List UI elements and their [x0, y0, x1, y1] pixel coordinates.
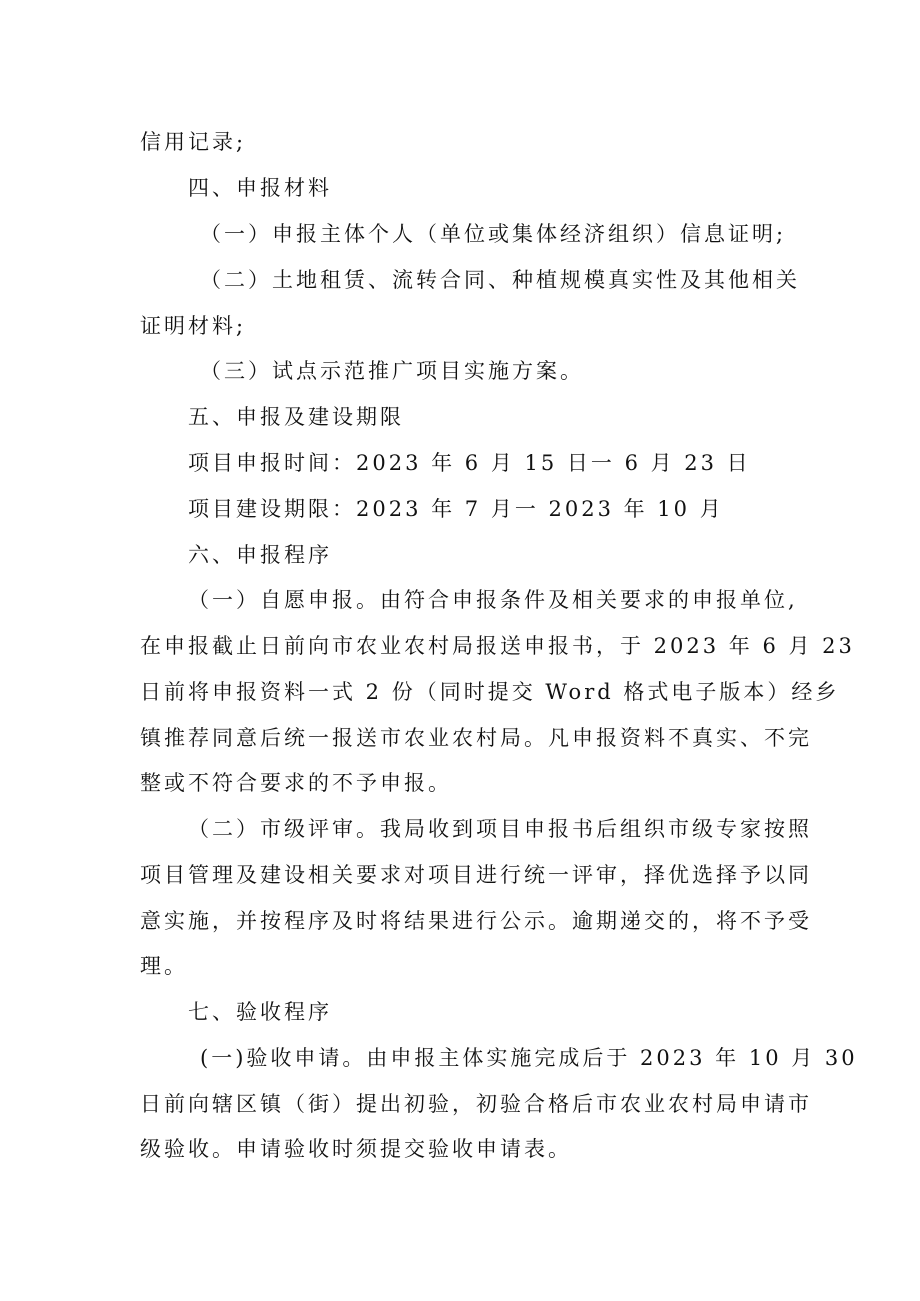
text-line: 在申报截止日前向市农业农村局报送申报书，于 2023 年 6 月 23	[140, 634, 855, 658]
text-line: 理。	[140, 954, 188, 978]
text-line: 日前向辖区镇（街）提出初验，初验合格后市农业农村局申请市	[140, 1092, 812, 1116]
text-line: 镇推荐同意后统一报送市农业农村局。凡申报资料不真实、不完	[140, 726, 812, 750]
section-heading: 六、申报程序	[188, 543, 332, 567]
text-line: （一）申报主体个人（单位或集体经济组织）信息证明;	[200, 222, 787, 246]
text-line: （二）市级评审。我局收到项目申报书后组织市级专家按照	[188, 817, 812, 841]
text-line: （二）土地租赁、流转合同、种植规模真实性及其他相关	[200, 268, 800, 292]
text-line: 项目申报时间：2023 年 6 月 15 日一 6 月 23 日	[188, 451, 751, 475]
text-line: （三）试点示范推广项目实施方案。	[200, 359, 584, 383]
text-line: 日前将申报资料一式 2 份（同时提交 Word 格式电子版本）经乡	[140, 680, 840, 704]
text-line: 意实施，并按程序及时将结果进行公示。逾期递交的，将不予受	[140, 909, 812, 933]
section-heading: 四、申报材料	[188, 176, 332, 200]
text-line: 证明材料;	[140, 314, 247, 338]
text-line: 级验收。申请验收时须提交验收申请表。	[140, 1137, 572, 1161]
text-line: 项目管理及建设相关要求对项目进行统一评审，择优选择予以同	[140, 863, 812, 887]
text-line: （一）自愿申报。由符合申报条件及相关要求的申报单位,	[188, 588, 798, 612]
text-line: (一)验收申请。由申报主体实施完成后于 2023 年 10 月 30	[200, 1046, 858, 1070]
section-heading: 七、验收程序	[188, 1000, 332, 1024]
text-line: 信用记录;	[140, 130, 247, 154]
text-line: 项目建设期限：2023 年 7 月一 2023 年 10 月	[188, 497, 724, 521]
text-line: 整或不符合要求的不予申报。	[140, 771, 452, 795]
section-heading: 五、申报及建设期限	[188, 405, 404, 429]
